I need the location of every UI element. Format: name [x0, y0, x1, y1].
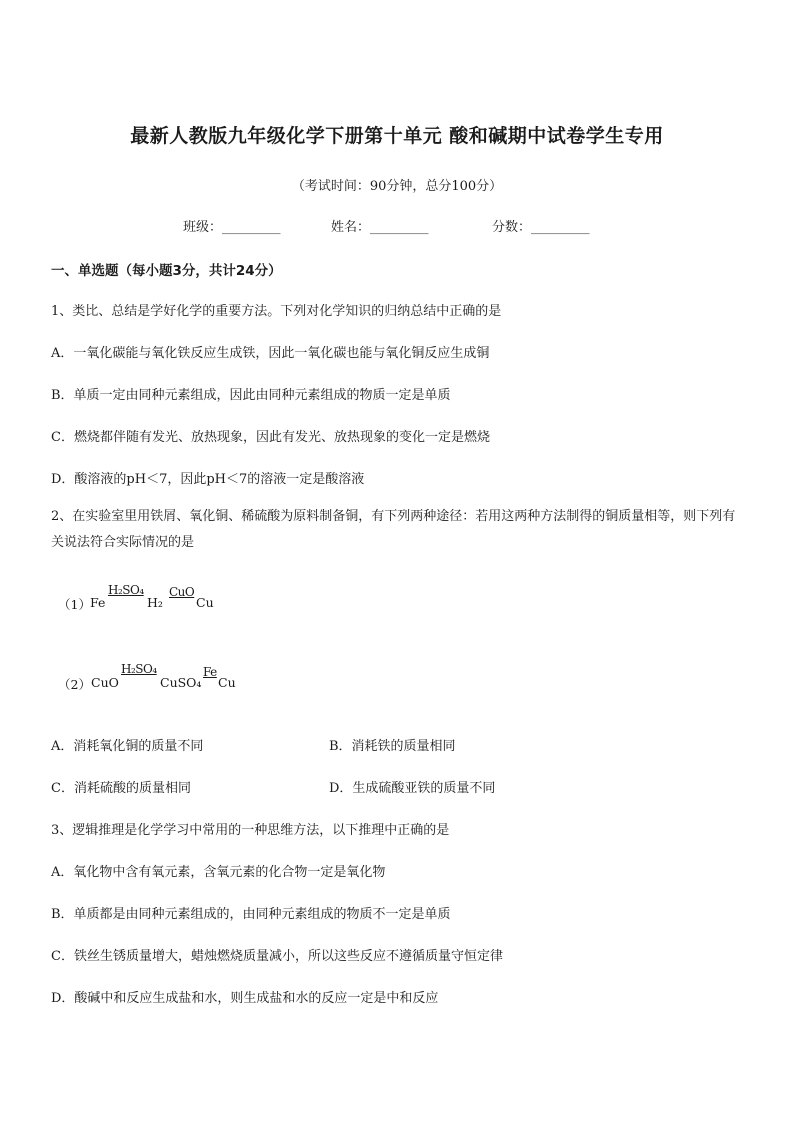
class-field[interactable]: 班级：_________	[183, 220, 281, 235]
route-2-intermediate: CuSO₄	[160, 675, 202, 690]
route-2-start: CuO	[91, 675, 119, 690]
question-3-option-a: A．氧化物中含有氧元素，含氧元素的化合物一定是氧化物	[51, 865, 386, 880]
question-2-option-a: A．消耗氧化铜的质量不同	[51, 739, 204, 754]
route-2-end: Cu	[218, 675, 236, 690]
question-3-option-c: C．铁丝生锈质量增大，蜡烛燃烧质量减小，所以这些反应不遵循质量守恒定律	[51, 949, 503, 964]
question-3-stem: 3、逻辑推理是化学学习中常用的一种思维方法，以下推理中正确的是	[51, 823, 450, 838]
question-1-stem: 1、类比、总结是学好化学的重要方法。下列对化学知识的归纳总结中正确的是	[51, 304, 502, 319]
question-1-option-b: B．单质一定由同种元素组成，因此由同种元素组成的物质一定是单质	[51, 388, 451, 403]
question-3-option-d: D．酸碱中和反应生成盐和水，则生成盐和水的反应一定是中和反应	[51, 991, 439, 1006]
route-1-end: Cu	[196, 595, 214, 610]
route-1-label: （1）	[58, 597, 91, 612]
question-1-option-d: D．酸溶液的pH＜7，因此pH＜7的溶液一定是酸溶液	[51, 472, 365, 487]
question-1-option-c: C．燃烧都伴随有发光、放热现象，因此有发光、放热现象的变化一定是燃烧	[51, 430, 490, 445]
question-2-option-c: C．消耗硫酸的质量相同	[51, 781, 191, 796]
route-2-reagent-2: Fe	[203, 665, 217, 679]
route-2-reagent-1: H₂SO₄	[121, 662, 157, 676]
score-field[interactable]: 分数：_________	[492, 220, 590, 235]
question-3-option-b: B．单质都是由同种元素组成的，由同种元素组成的物质不一定是单质	[51, 907, 451, 922]
page-title: 最新人教版九年级化学下册第十单元 酸和碱期中试卷学生专用	[130, 125, 664, 147]
question-2-option-b: B．消耗铁的质量相同	[329, 739, 456, 754]
route-1-reagent-1: H₂SO₄	[108, 583, 144, 597]
route-1-reagent-2: CuO	[169, 585, 195, 599]
exam-duration-note: （考试时间：90分钟，总分100分）	[291, 179, 503, 194]
section-heading: 一、单选题（每小题3分，共计24分）	[51, 263, 282, 279]
route-2-label: （2）	[58, 677, 91, 692]
route-1-intermediate: H₂	[147, 595, 163, 610]
route-1-start: Fe	[90, 595, 106, 610]
question-1-option-a: A．一氧化碳能与氧化铁反应生成铁，因此一氧化碳也能与氧化铜反应生成铜	[51, 346, 490, 361]
question-2-stem: 2、在实验室里用铁屑、氧化铜、稀硫酸为原料制备铜，有下列两种途径：若用这两种方法制得的铜质量相等，则下列有关说法符合实际情况的是	[51, 509, 736, 550]
question-2-option-d: D．生成硫酸亚铁的质量不同	[329, 781, 496, 796]
name-field[interactable]: 姓名：_________	[331, 220, 429, 235]
